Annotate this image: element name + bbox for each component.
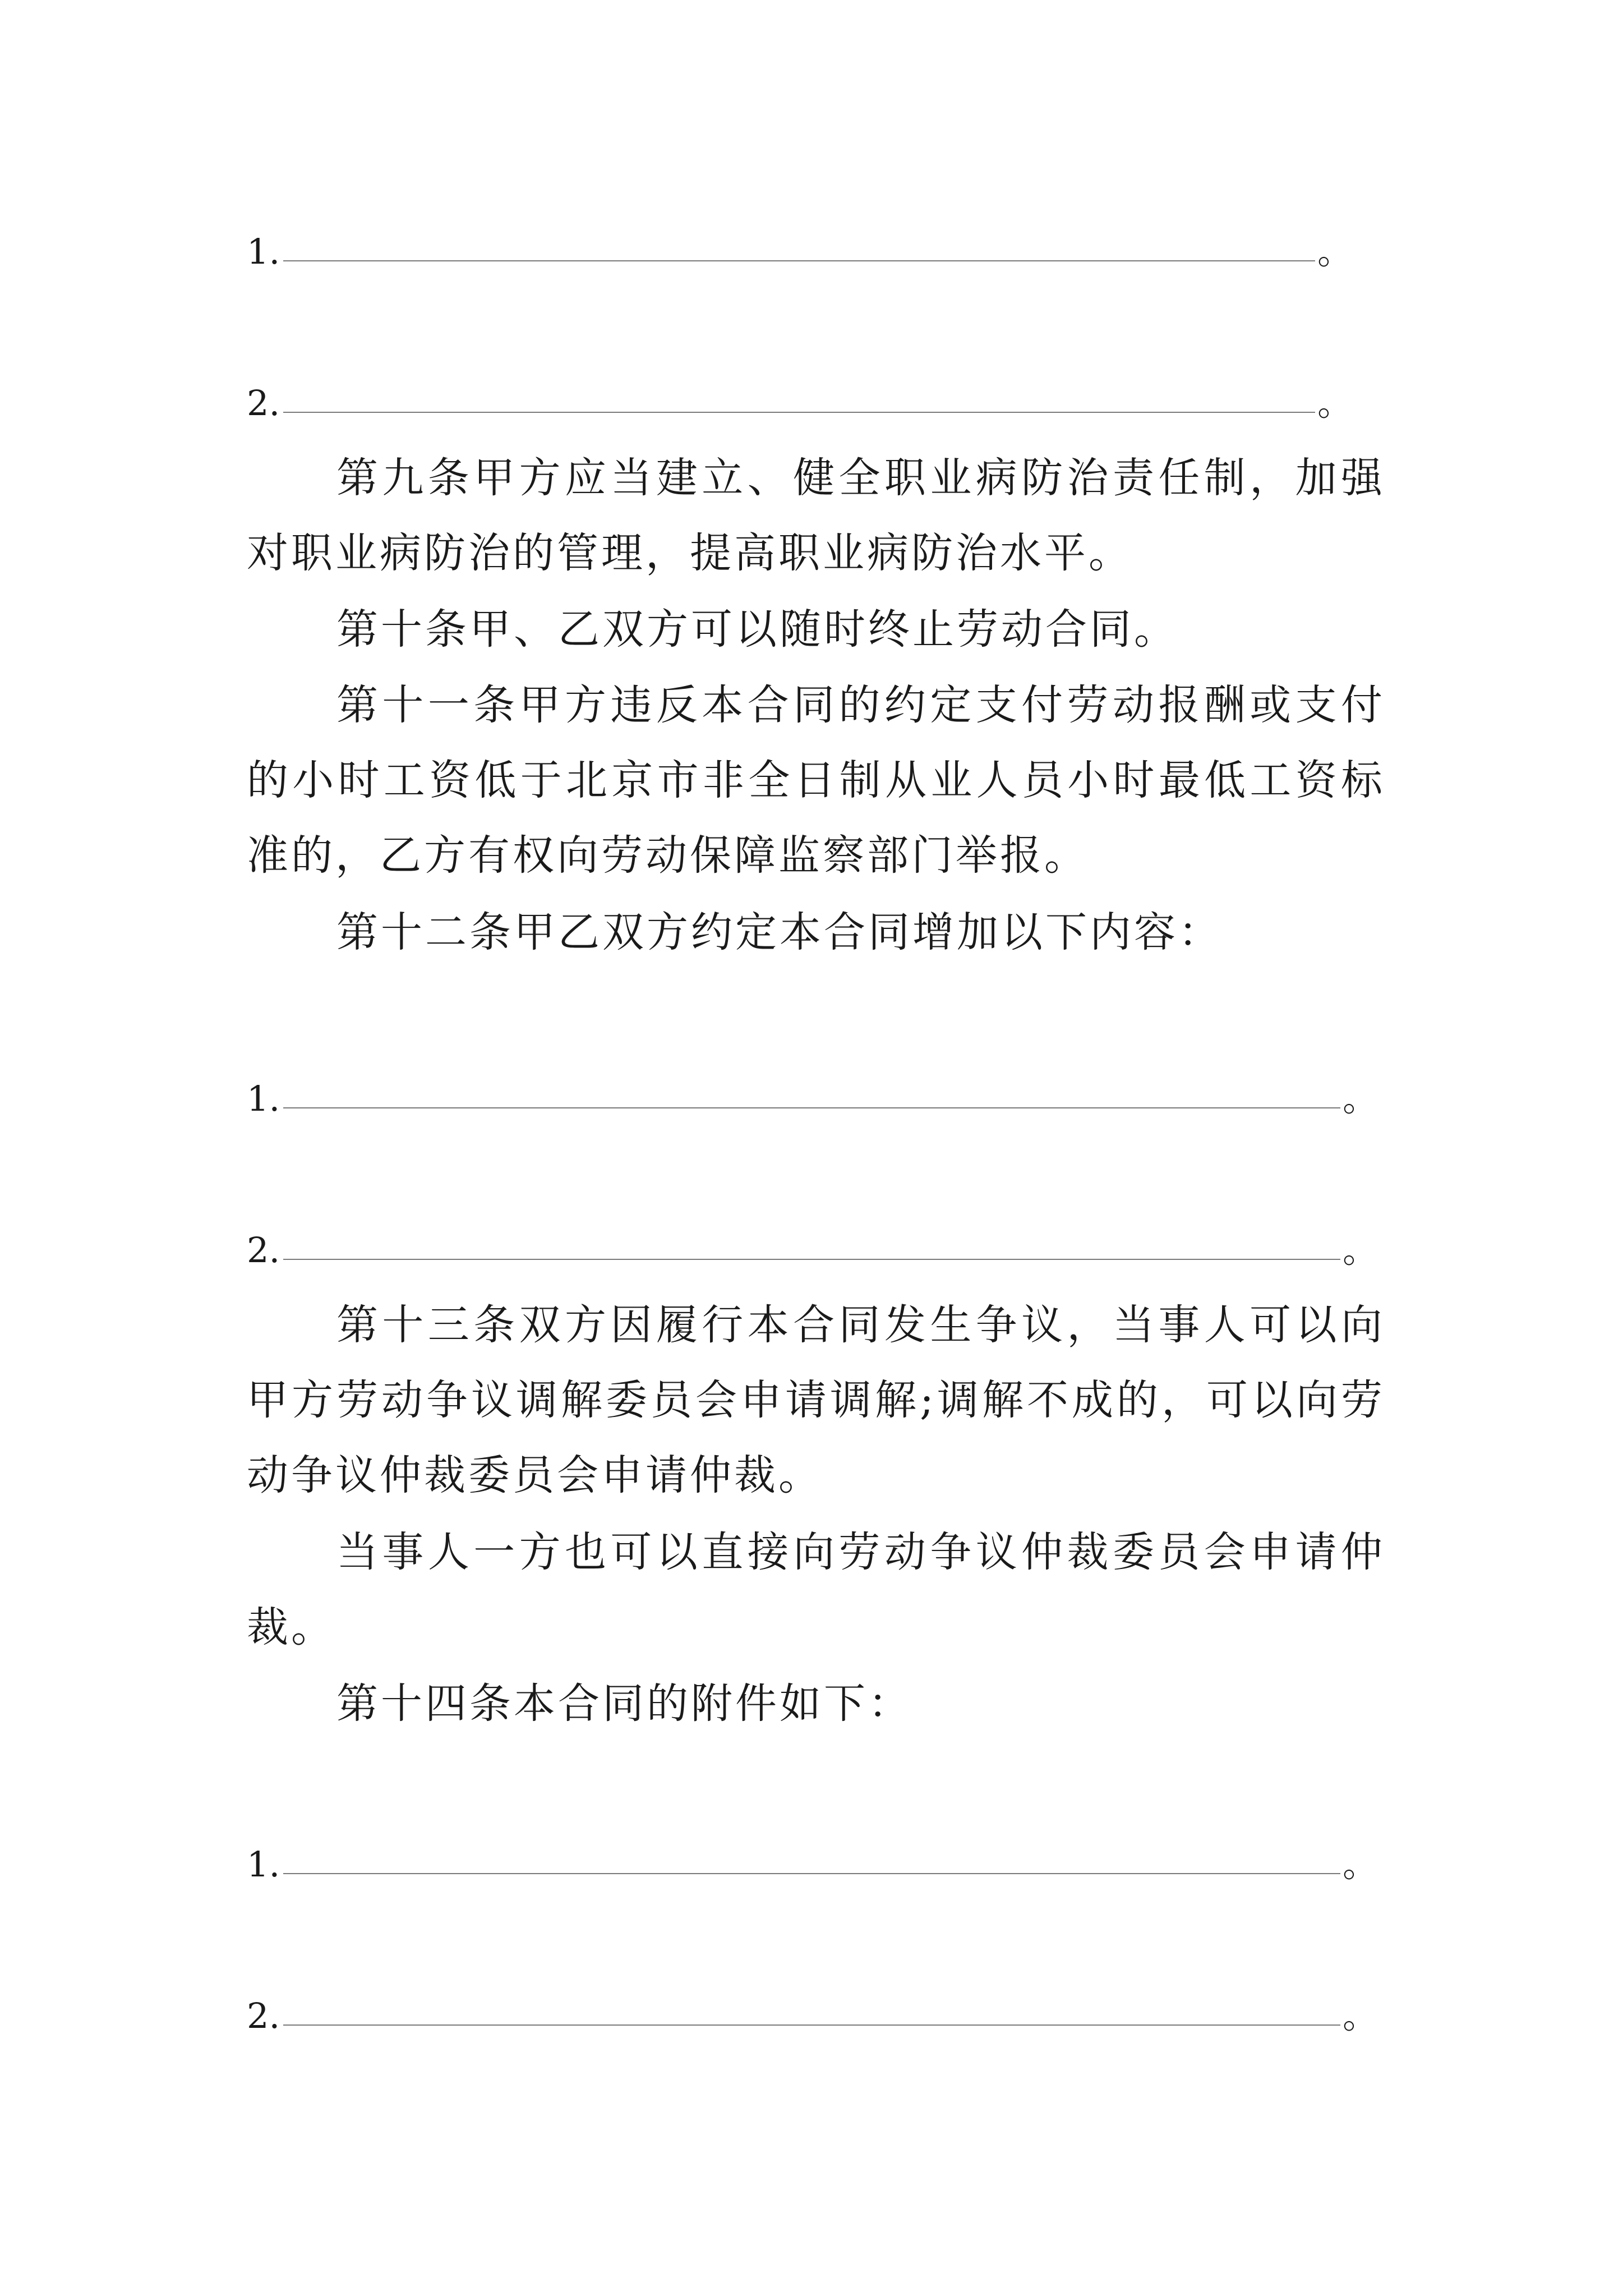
article-13: 第十三条双方因履行本合同发生争议，当事人可以向甲方劳动争议调解委员会申请调解;调解不成的，可以向劳动争议仲裁委员会申请仲裁。 — [247, 1301, 1385, 1499]
blank-number: 1. — [247, 1844, 280, 1885]
article-11: 第十一条甲方违反本合同的约定支付劳动报酬或支付的小时工资低于北京市非全日制从业人员小时最低工资标准的，乙方有权向劳动保障监察部门举报。 — [247, 681, 1385, 880]
blank-line-5 — [247, 1832, 1378, 1885]
blank-period: 。 — [1317, 231, 1353, 272]
blank-line-2 — [247, 370, 1353, 424]
blank-period: 。 — [1343, 1230, 1378, 1271]
blank-line-6 — [247, 1983, 1378, 2036]
fill-in-rule — [283, 1867, 1340, 1874]
blank-period: 。 — [1343, 1078, 1378, 1119]
blank-line-4 — [247, 1217, 1378, 1271]
blank-line-3 — [247, 1066, 1378, 1119]
blank-period: 。 — [1343, 1995, 1378, 2036]
blank-line-1 — [247, 219, 1353, 272]
fill-in-rule — [283, 255, 1315, 261]
fill-in-rule — [283, 1253, 1340, 1260]
article-13-supplement: 当事人一方也可以直接向劳动争议仲裁委员会申请仲裁。 — [247, 1528, 1385, 1651]
article-14: 第十四条本合同的附件如下： — [336, 1680, 912, 1728]
blank-number: 2. — [247, 1230, 280, 1271]
fill-in-rule — [283, 406, 1315, 413]
article-10: 第十条甲、乙双方可以随时终止劳动合同。 — [336, 605, 1178, 654]
blank-period: 。 — [1343, 1844, 1378, 1885]
article-12: 第十二条甲乙双方约定本合同增加以下内容： — [336, 908, 1223, 956]
article-9: 第九条甲方应当建立、健全职业病防治责任制，加强对职业病防治的管理，提高职业病防治水平。 — [247, 454, 1385, 577]
blank-number: 1. — [247, 231, 280, 272]
fill-in-rule — [283, 1102, 1340, 1108]
blank-number: 2. — [247, 1995, 280, 2036]
blank-number: 2. — [247, 383, 280, 424]
fill-in-rule — [283, 2019, 1340, 2026]
blank-period: 。 — [1317, 383, 1353, 424]
blank-number: 1. — [247, 1078, 280, 1119]
